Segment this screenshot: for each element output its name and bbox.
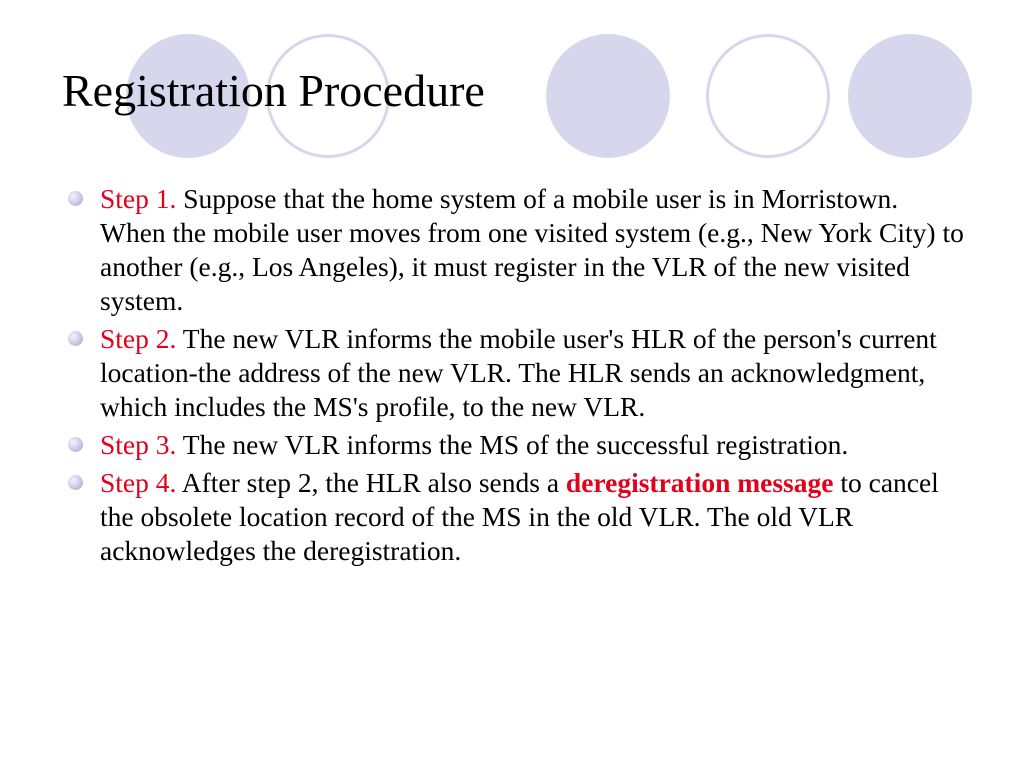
bullet-text: After step 2, the HLR also sends a xyxy=(176,467,566,498)
bullet-list xyxy=(66,182,966,572)
decor-circle-3 xyxy=(546,34,670,158)
step-label: Step 1. xyxy=(100,183,177,214)
step-label: Step 2. xyxy=(100,323,177,354)
bullet-item-step-1 xyxy=(66,182,966,318)
decor-circle-4 xyxy=(706,34,830,158)
bullet-text: to cancel the obsolete location record of the MS in the old VLR. The old VLR acknowledges the deregistration. xyxy=(100,467,939,566)
circle-bullet-icon xyxy=(68,475,83,490)
bullet-text: The new VLR informs the MS of the successful registration. xyxy=(176,429,849,460)
bullet-text: The new VLR informs the mobile user's HLR of the person's current location-the address of the new VLR. The HLR sends an acknowledgment, which includes the MS's profile, to the new VLR. xyxy=(100,323,937,422)
bullet-text: Suppose that the home system of a mobile user is in Morristown. When the mobile user moves from one visited system (e.g., New York City) to another (e.g., Los Angeles), it must register in the VLR of the new visited system. xyxy=(100,183,964,316)
bullet-item-step-4 xyxy=(66,466,966,568)
bullet-item-step-3 xyxy=(66,428,966,462)
circle-bullet-icon xyxy=(68,331,83,346)
circle-bullet-icon xyxy=(68,437,83,452)
decor-circle-5 xyxy=(848,34,972,158)
slide-title: Registration Procedure xyxy=(62,65,485,116)
circle-bullet-icon xyxy=(68,191,83,206)
emphasis-text: deregistration message xyxy=(565,467,834,498)
bullet-item-step-2 xyxy=(66,322,966,424)
step-label: Step 4. xyxy=(100,467,177,498)
step-label: Step 3. xyxy=(100,429,177,460)
